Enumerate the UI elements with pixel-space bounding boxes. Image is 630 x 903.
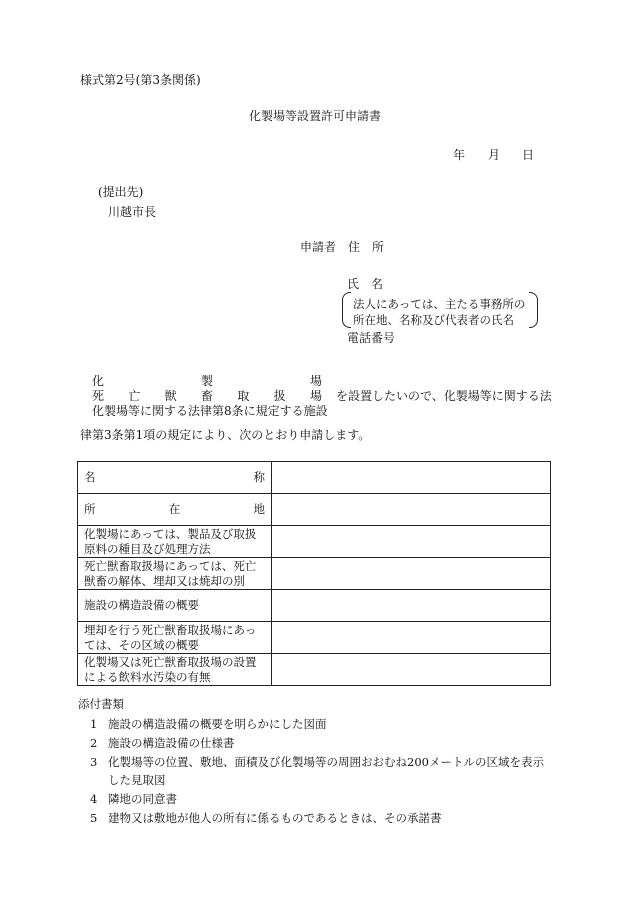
facility-option-kaseijo [92,375,322,387]
row-value-burial-area[interactable] [272,622,551,654]
facility-option-shibou [92,390,322,402]
corporate-note-line1: 法人にあっては、主たる事務所の [353,297,526,311]
date-year-label: 年 [453,148,466,162]
char: 場 [309,389,322,403]
char: 称 [253,470,265,484]
char: 扱 [273,389,286,403]
attachments-heading: 添付書類 [78,697,124,711]
date-month-label: 月 [488,148,501,162]
attachment-item [90,754,544,770]
char: 在 [168,502,181,516]
form-number: 様式第2号(第3条関係) [80,73,201,87]
application-text-1: を設置したいので、化製場等に関する法 [336,389,552,403]
attachment-item [90,716,327,732]
item-text: 施設の構造設備の仕様書 [108,736,235,750]
item-text: 建物又は敷地が他人の所有に係るものであるときは、その承諾書 [108,811,442,825]
row-label-burial-area: 埋却を行う死亡獣畜取扱場にあっては、その区域の概要 [78,622,272,654]
corporate-note-text [353,296,525,328]
application-text-2: 律第3条第1項の規定により、次のとおり申請します。 [80,428,371,442]
table-row [78,526,551,558]
table-row [78,590,551,622]
right-paren [529,292,538,328]
table-row [78,622,551,654]
table-row [78,462,551,494]
item-number: 1 [90,717,98,731]
table-row [78,494,551,526]
item-text: 隣地の同意書 [108,792,177,806]
phone-label: 電話番号 [347,331,396,345]
date-day-label: 日 [522,148,535,162]
recipient-label: (提出先) [98,185,144,199]
row-label-name [78,462,272,494]
facility-option-other: 化製場等に関する法律第8条に規定する施設 [92,404,328,418]
char: 製 [200,374,213,388]
row-value-disposal[interactable] [272,558,551,590]
item-number: 3 [90,755,98,769]
row-label-water-pollution: 化製場又は死亡獣畜取扱場の設置による飲料水汚染の有無 [78,654,272,686]
item-text: 化製場等の位置、敷地、面積及び化製場等の周囲おおむね200メートルの区域を表示 [108,755,544,769]
char: 化 [92,374,105,388]
attachment-item [90,735,235,751]
row-value-structure[interactable] [272,590,551,622]
item-number: 2 [90,736,98,750]
row-label-products: 化製場にあっては、製品及び取扱原料の種目及び処理方法 [78,526,272,558]
recipient: 川越市長 [108,205,157,219]
row-value-products[interactable] [272,526,551,558]
table-row [78,654,551,686]
corporate-note [342,292,538,328]
char: 亡 [128,389,141,403]
application-table [77,461,551,686]
row-value-name[interactable] [272,462,551,494]
table-row [78,558,551,590]
item-number: 5 [90,811,98,825]
corporate-note-line2: 所在地、名称及び代表者の氏名 [353,313,514,327]
row-label-disposal: 死亡獣畜取扱場にあっては、死亡獣畜の解体、埋却又は焼却の別 [78,558,272,590]
left-paren [342,292,351,328]
item-text: 施設の構造設備の概要を明らかにした図面 [108,717,327,731]
char: 獣 [164,389,177,403]
row-label-location [78,494,272,526]
char: 取 [237,389,250,403]
attachment-item [90,810,442,826]
row-value-location[interactable] [272,494,551,526]
row-label-structure: 施設の構造設備の概要 [78,590,272,622]
name-label: 氏 名 [347,277,384,291]
applicant-role: 申請者 [300,240,337,254]
attachment-item [90,791,177,807]
char: 死 [92,389,105,403]
address-label: 住 所 [348,240,385,254]
char: 畜 [200,389,213,403]
row-value-water-pollution[interactable] [272,654,551,686]
item-number: 4 [90,792,98,806]
char: 地 [253,502,265,516]
char: 所 [84,502,96,516]
char: 場 [309,374,322,388]
document-title: 化製場等設置許可申請書 [249,109,382,123]
attachment-item-continued: した見取図 [108,773,166,787]
char: 名 [84,470,96,484]
